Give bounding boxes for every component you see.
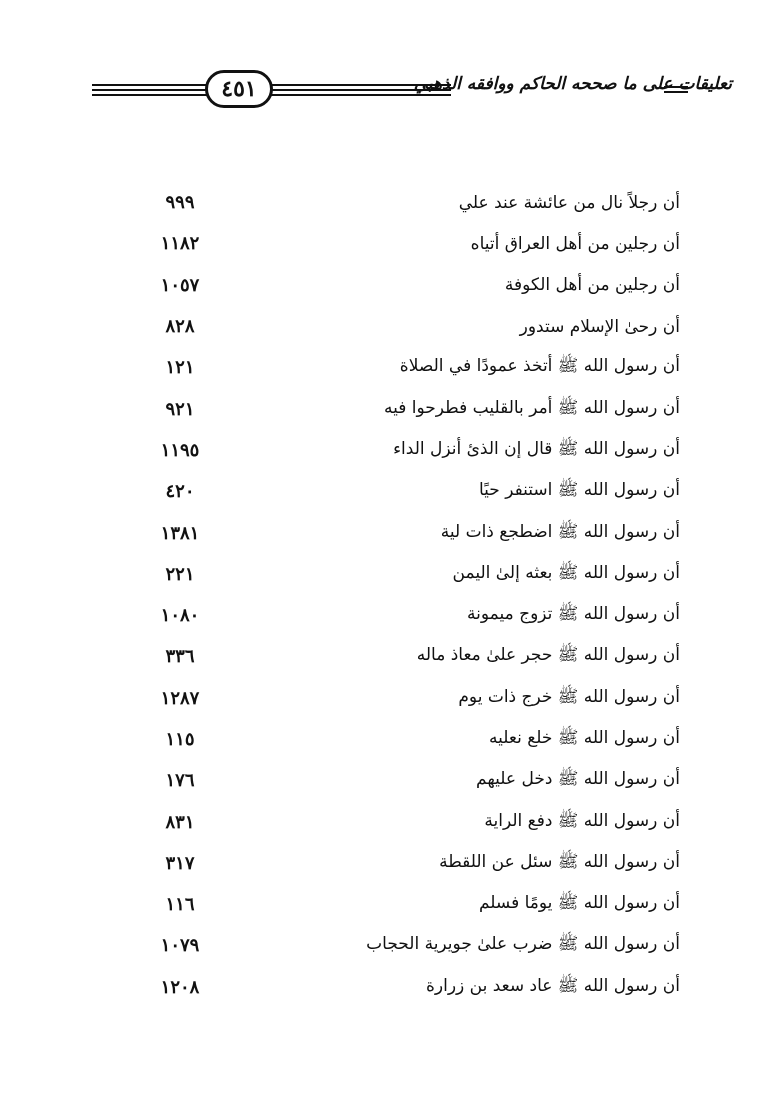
page-number: ٤٥١ [221,76,257,102]
index-row [150,843,680,884]
index-entry-text: أن رسول الله ﷺ حجر علىٰ معاذ ماله [416,645,680,666]
index-row [150,760,680,801]
index-entry-text: أن رسول الله ﷺ ضرب علىٰ جويرية الحجاب [366,934,680,955]
page-number-badge [205,70,273,108]
index-entry-text: أن رجلاً نال من عائشة عند علي [458,192,680,213]
index-entry-text: أن رسول الله ﷺ سئل عن اللقطة [439,851,680,872]
index-entry-text: أن رسول الله ﷺ دفع الراية [484,810,680,831]
index-entry-text: أن رسول الله ﷺ تزوج ميمونة [467,604,680,625]
index-row [150,884,680,925]
index-row [150,265,680,306]
index-entry-number: ١٠٧٩ [160,935,200,957]
index-entry-number: ١١٩٥ [160,439,200,461]
index-row [150,182,680,223]
running-title: تعليقات على ما صححه الحاكم ووافقه الذهبي [413,74,732,94]
index-entry-text: أن رسول الله ﷺ خرج ذات يوم [458,686,680,707]
index-row [150,925,680,966]
index-entry-text: أن رسول الله ﷺ عاد سعد بن زرارة [426,975,680,996]
page-header [92,70,732,112]
index-row [150,471,680,512]
index-entry-text: أن رسول الله ﷺ أمر بالقليب فطرحوا فيه [384,397,680,418]
index-entry-number: ٩٢١ [165,398,195,420]
index-entry-text: أن رسول الله ﷺ اضطجع ذات لية [440,521,680,542]
header-right-rules [664,86,688,94]
index-row [150,223,680,264]
index-row [150,430,680,471]
index-entry-number: ١٠٨٠ [160,605,200,627]
index-entry-text: أن رسول الله ﷺ قال إن الذئ أنزل الداء [393,438,680,459]
index-entry-number: ٨٣١ [165,811,195,833]
index-entry-number: ١٠٥٧ [160,274,200,296]
index-row [150,719,680,760]
index-row [150,801,680,842]
index-list [150,182,680,1008]
index-row [150,388,680,429]
index-entry-number: ١١٦ [165,894,195,916]
index-entry-number: ١٧٦ [165,770,195,792]
index-row [150,554,680,595]
index-entry-text: أن رجلين من أهل الكوفة [504,275,680,296]
index-entry-number: ٩٩٩ [165,192,195,214]
index-entry-number: ١٢١ [165,357,195,379]
index-entry-text: أن رحىٰ الإسلام ستدور [519,316,680,337]
index-entry-text: أن رسول الله ﷺ استنفر حيًا [478,480,680,501]
index-entry-text: أن رسول الله ﷺ يومًا فسلم [478,893,680,914]
index-entry-number: ١١٥ [165,729,195,750]
index-row [150,306,680,347]
index-row [150,636,680,677]
index-entry-number: ١١٨٢ [160,233,200,255]
index-entry-number: ١٣٨١ [160,522,200,544]
index-row [150,595,680,636]
index-row [150,678,680,719]
index-row [150,347,680,388]
index-entry-number: ٣١٧ [165,852,195,874]
index-entry-text: أن رجلين من أهل العراق أتياه [470,233,680,254]
index-entry-number: ٤٢٠ [165,481,195,503]
index-row [150,512,680,553]
index-entry-number: ١٢٨٧ [160,687,200,709]
index-entry-text: أن رسول الله ﷺ بعثه إلىٰ اليمن [452,562,680,583]
index-entry-number: ٢٢١ [165,563,195,585]
header-left-rules [92,84,207,96]
index-entry-text: أن رسول الله ﷺ أتخذ عمودًا في الصلاة [399,356,680,377]
index-entry-number: ٣٣٦ [165,646,195,668]
index-entry-text: أن رسول الله ﷺ دخل عليهم [476,769,680,790]
index-entry-number: ١٢٠٨ [160,976,200,998]
index-row [150,967,680,1008]
index-entry-text: أن رسول الله ﷺ خلع نعليه [489,728,680,748]
index-entry-number: ٨٢٨ [165,316,195,338]
